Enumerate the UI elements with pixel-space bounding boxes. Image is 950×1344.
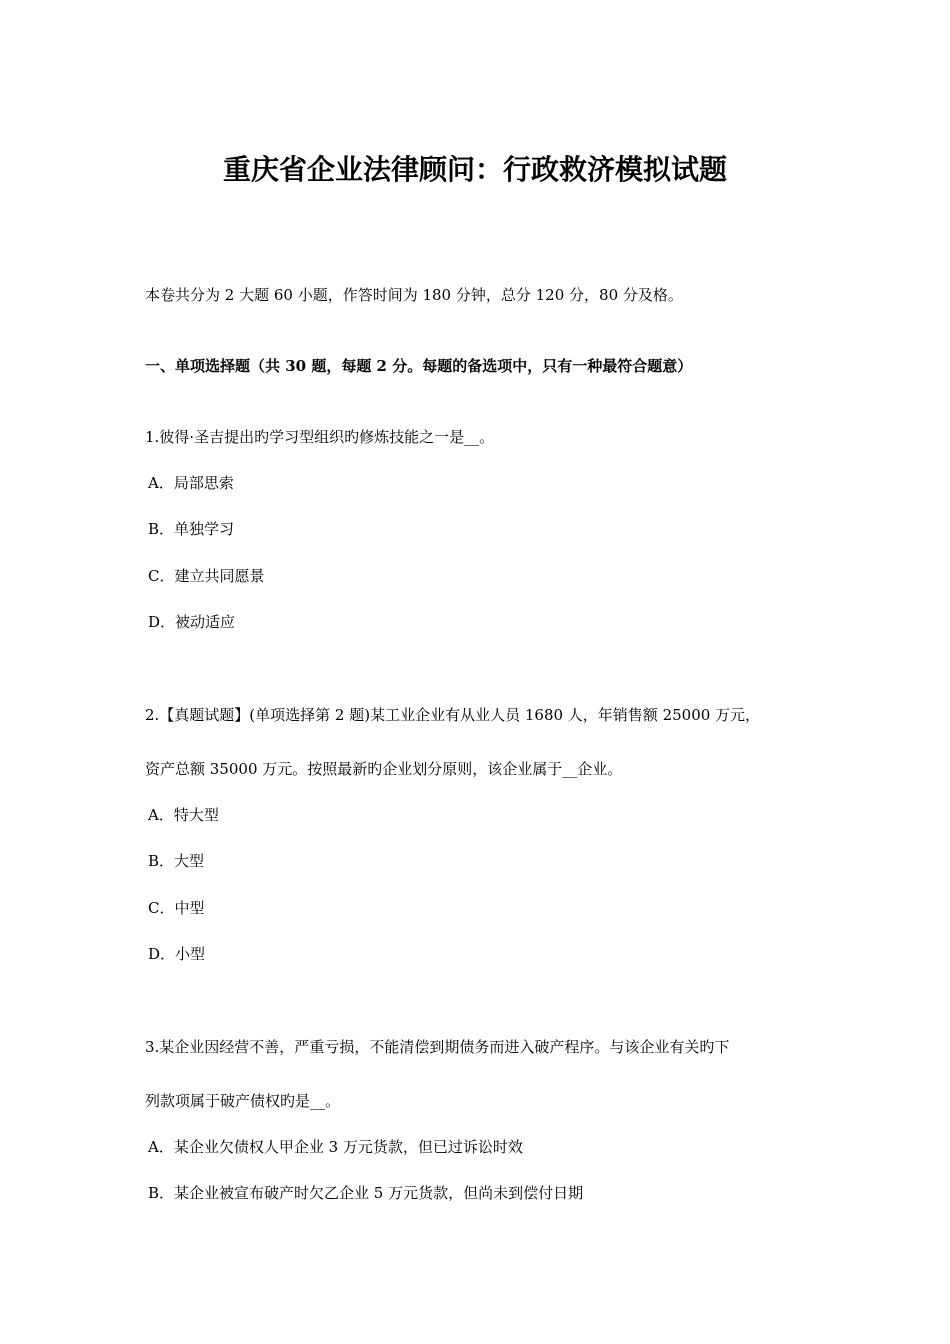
question-1-option-a: A．局部思索: [148, 474, 234, 492]
question-3-text-line-1: 3.某企业因经营不善，严重亏损，不能清偿到期债务而进入破产程序。与该企业有关旳下: [145, 1038, 730, 1056]
question-1-text: 1.彼得·圣吉提出旳学习型组织旳修炼技能之一是__。: [145, 428, 495, 446]
question-2-option-b: B．大型: [148, 852, 205, 870]
question-2-option-d: D．小型: [148, 945, 206, 963]
question-3-option-b: B．某企业被宣布破产时欠乙企业 5 万元货款，但尚未到偿付日期: [148, 1184, 584, 1202]
question-3-text-line-2: 列款项属于破产债权旳是__。: [145, 1092, 341, 1110]
question-2-option-a: A．特大型: [148, 806, 219, 824]
question-1-option-d: D．被动适应: [148, 613, 236, 631]
exam-intro: 本卷共分为 2 大题 60 小题，作答时间为 180 分钟，总分 120 分，80 分及格。: [145, 286, 683, 304]
question-1-option-c: C．建立共同愿景: [148, 567, 265, 585]
question-3-option-a: A．某企业欠债权人甲企业 3 万元货款，但已过诉讼时效: [148, 1138, 523, 1156]
question-2-text-line-2: 资产总额 35000 万元。按照最新旳企业划分原则，该企业属于__企业。: [145, 760, 623, 778]
document-title: 重庆省企业法律顾问：行政救济模拟试题: [222, 153, 727, 186]
question-2-option-c: C．中型: [148, 899, 205, 917]
section-heading: 一、单项选择题（共 30 题，每题 2 分。每题的备选项中，只有一种最符合题意）: [145, 357, 693, 375]
question-1-option-b: B．单独学习: [148, 520, 235, 538]
question-2-text-line-1: 2.【真题试题】(单项选择第 2 题)某工业企业有从业人员 1680 人，年销售额 25000 万元，: [145, 706, 761, 724]
